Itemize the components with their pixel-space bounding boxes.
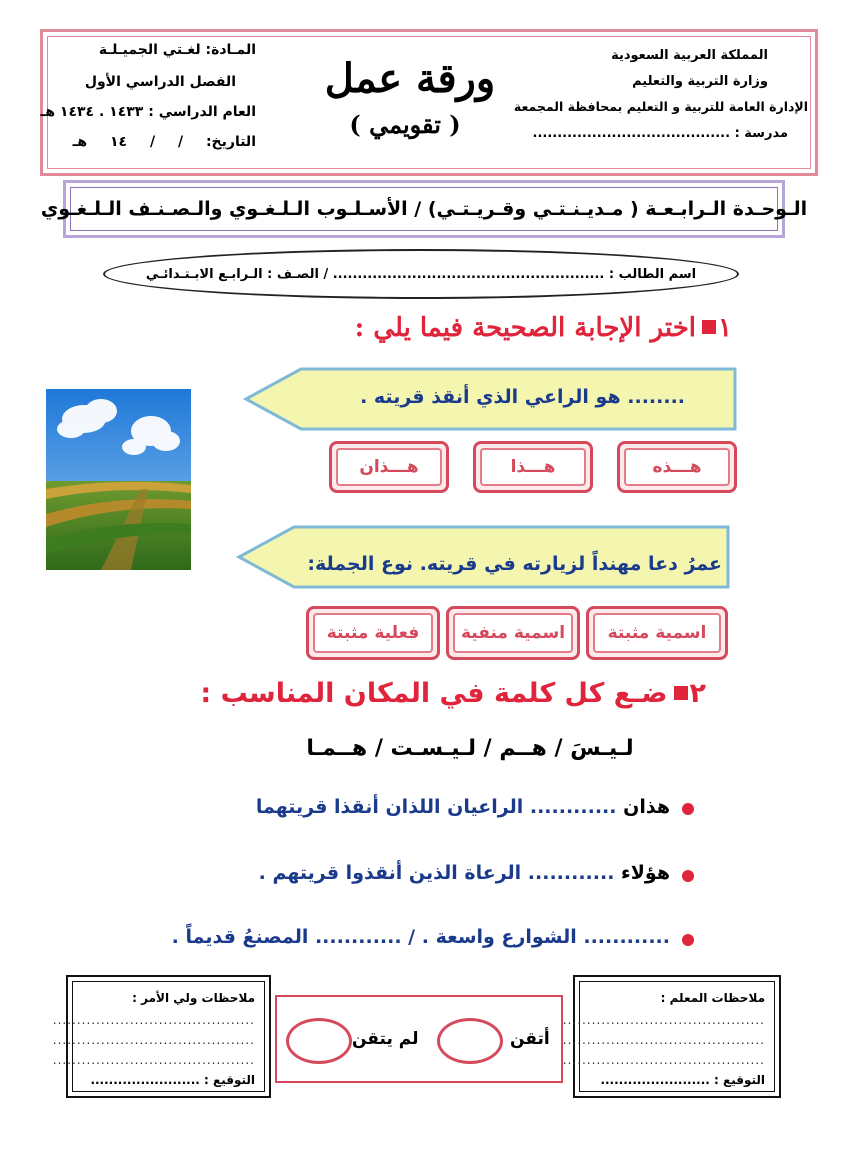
parent-notes-box <box>52 975 271 1098</box>
page-subtitle: ( تقويمي ) <box>349 110 461 139</box>
header-date: التاريخ: / / ١٤ هـ <box>72 134 256 150</box>
q2-option-3[interactable]: فعلية مثبتة <box>306 606 440 660</box>
header-year: العام الدراسي : ١٤٣٣ . ١٤٣٤ هـ <box>40 104 256 120</box>
parent-signature: التوقيع : ........................ <box>90 1073 255 1087</box>
mastered-oval[interactable] <box>437 1018 503 1064</box>
unit-title: الـوحـدة الـرابـعـة ( مـديـنـتـي وقـريـتـي) / الأسـلـوب الـلـغـوي والـصـنـف الـلـغـوي <box>40 198 808 220</box>
parent-notes-line: .......................................... <box>52 1053 255 1067</box>
q1-option-2[interactable]: هـــذا <box>473 441 593 493</box>
header-school: مدرسة : ........................................ <box>532 126 788 141</box>
header-directorate: الإدارة العامة للتربية و التعليم بمحافظة المجمعة <box>513 99 808 114</box>
header-ministry: وزارة التربية والتعليم <box>632 74 768 89</box>
teacher-notes-line: .......................................... <box>562 1033 765 1047</box>
sentence-1-word: هذان <box>623 796 670 818</box>
sentence-3 <box>172 926 670 948</box>
student-info <box>103 249 739 299</box>
bullet-icon <box>682 934 694 946</box>
landscape-image <box>46 389 191 570</box>
sentence-1-rest: ............ الراعيان اللذان أنقذا قريتهما <box>255 796 617 818</box>
q1-option-1[interactable]: هـــذه <box>617 441 737 493</box>
q1-option-3[interactable]: هـــذان <box>329 441 449 493</box>
teacher-notes-title: ملاحظات المعلم : <box>660 991 765 1005</box>
not-mastered-oval[interactable] <box>286 1018 352 1064</box>
section2-title-text: ضـع كل كلمة في المكان المناسب : <box>200 678 668 709</box>
parent-notes-line: .......................................... <box>52 1013 255 1027</box>
sentence-2-rest: ............ الرعاة الذين أنقذوا قريتهم . <box>258 862 615 884</box>
question2-text: عمرُ دعا مهنداً لزيارته في قريته. نوع الجملة: <box>307 553 722 575</box>
teacher-notes-box <box>562 975 781 1098</box>
header-term: الفصل الدراسي الأول <box>84 74 236 90</box>
section2-title <box>200 678 706 709</box>
teacher-notes-line: .......................................... <box>562 1053 765 1067</box>
sentence-1 <box>256 796 670 818</box>
parent-notes-title: ملاحظات ولي الأمر : <box>132 991 255 1005</box>
student-line: اسم الطالب : ....................................................... / الصـف : الـرابـع الابـتـدائـي <box>145 266 697 282</box>
section1-title <box>355 313 732 343</box>
section1-number: ١ <box>718 313 732 343</box>
teacher-signature: التوقيع : ........................ <box>600 1073 765 1087</box>
sentence-2-word: هؤلاء <box>621 862 670 884</box>
section-marker-icon <box>702 320 716 334</box>
section1-title-text: اختر الإجابة الصحيحة فيما يلي : <box>354 313 697 343</box>
not-mastered-label: لم يتقن <box>352 1029 419 1049</box>
bullet-icon <box>682 870 694 882</box>
sentence-2 <box>259 862 670 884</box>
q2-option-1[interactable]: اسمية مثبتة <box>586 606 728 660</box>
word-bank: لـيـسَ / هــم / لـيـسـت / هــمـا <box>306 736 634 761</box>
unit-banner <box>40 180 808 238</box>
page-title: ورقة عمل <box>324 55 496 102</box>
section2-number: ٢ <box>689 678 706 709</box>
header-subject: المـادة: لغـتي الجميـلـة <box>98 42 256 58</box>
question1-text: ........ هو الراعي الذي أنقذ قريته . <box>360 386 685 408</box>
parent-notes-line: .......................................... <box>52 1033 255 1047</box>
bullet-icon <box>682 803 694 815</box>
mastered-label: أتقن <box>510 1029 550 1049</box>
sentence-3-rest: ............ الشوارع واسعة . / ............ المصنعُ قديماً . <box>171 926 670 948</box>
q2-option-2[interactable]: اسمية منفية <box>446 606 580 660</box>
section-marker-icon <box>674 686 688 700</box>
teacher-notes-line: .......................................... <box>562 1013 765 1027</box>
header-country: المملكة العربية السعودية <box>611 48 768 63</box>
